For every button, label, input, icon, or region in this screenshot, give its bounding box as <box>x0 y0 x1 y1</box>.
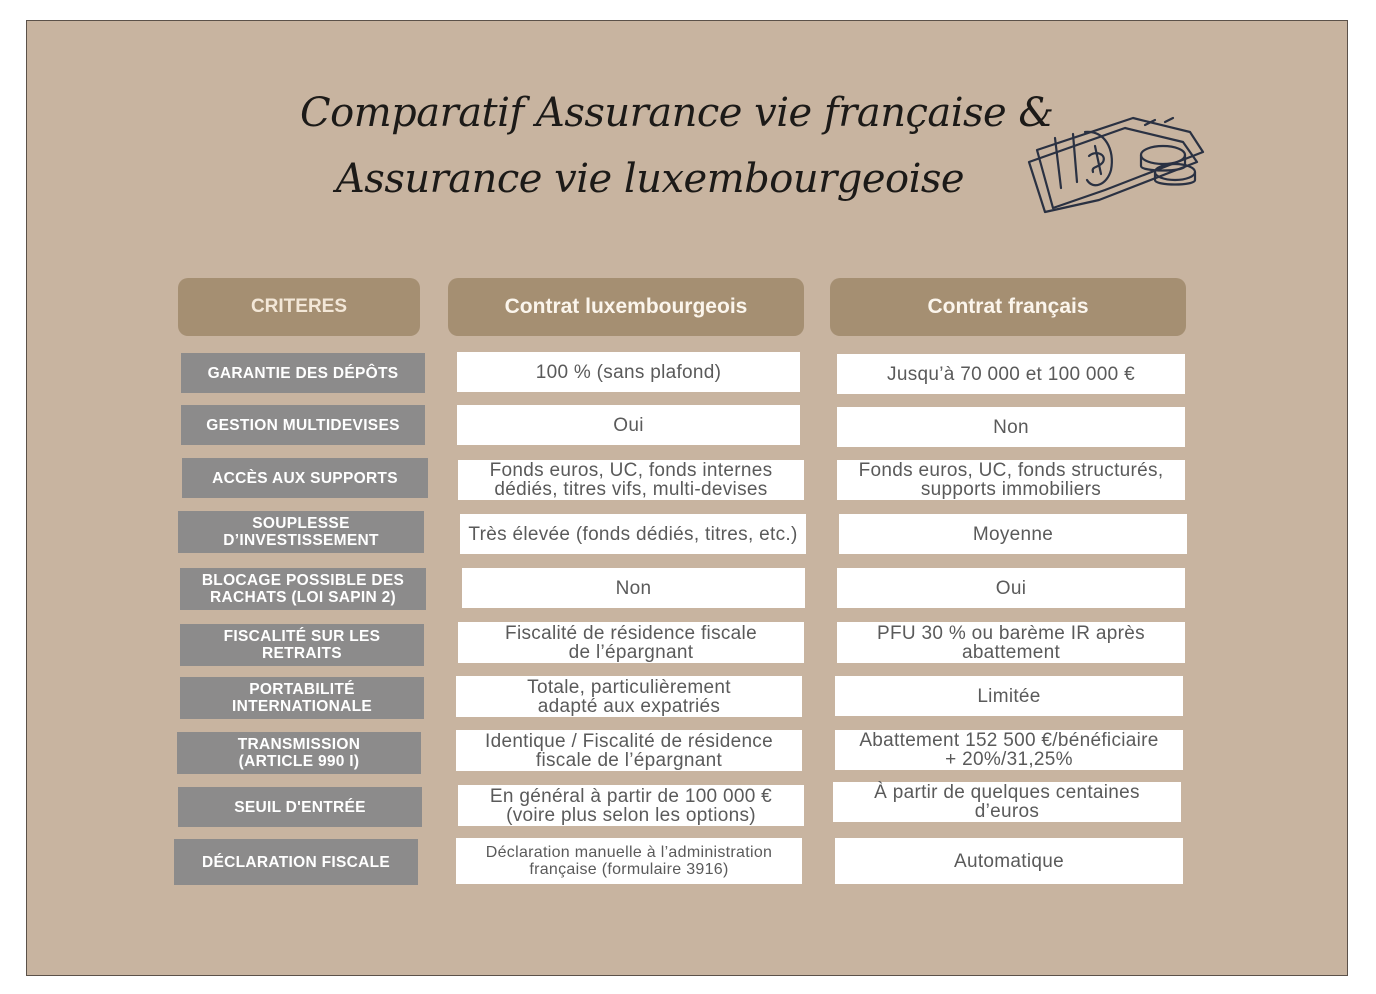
fr-seuil-entree: À partir de quelques centaines d’euros <box>833 782 1181 822</box>
money-bills-coins-icon <box>1015 110 1205 215</box>
fr-blocage-rachats: Oui <box>837 568 1185 608</box>
lux-acces-supports: Fonds euros, UC, fonds internes dédiés, titres vifs, multi-devises <box>458 460 804 500</box>
fr-transmission: Abattement 152 500 €/bénéficiaire + 20%/31,25% <box>835 730 1183 770</box>
criterion-blocage-rachats: BLOCAGE POSSIBLE DES RACHATS (LOI SAPIN 2) <box>180 568 426 610</box>
fr-declaration-fiscale: Automatique <box>835 838 1183 884</box>
lux-fiscalite-retraits: Fiscalité de résidence fiscale de l’épargnant <box>458 622 804 663</box>
lux-transmission: Identique / Fiscalité de résidence fiscale de l’épargnant <box>456 730 802 771</box>
fr-fiscalite-retraits: PFU 30 % ou barème IR après abattement <box>837 622 1185 663</box>
lux-blocage-rachats: Non <box>462 568 805 608</box>
criterion-gestion-multidevises: GESTION MULTIDEVISES <box>181 405 425 445</box>
header-criteria: CRITERES <box>178 278 420 336</box>
fr-portabilite: Limitée <box>835 676 1183 716</box>
header-lux-contract: Contrat luxembourgeois <box>448 278 804 336</box>
fr-souplesse: Moyenne <box>839 514 1187 554</box>
title-line-2: Assurance vie luxembourgeoise <box>335 156 965 202</box>
criterion-portabilite: PORTABILITÉ INTERNATIONALE <box>180 677 424 719</box>
criterion-acces-supports: ACCÈS AUX SUPPORTS <box>182 458 428 498</box>
criterion-declaration-fiscale: DÉCLARATION FISCALE <box>174 839 418 885</box>
title-line-1: Comparatif Assurance vie française & <box>300 90 1054 136</box>
criterion-seuil-entree: SEUIL D'ENTRÉE <box>178 787 422 827</box>
fr-acces-supports: Fonds euros, UC, fonds structurés, supports immobiliers <box>837 460 1185 500</box>
page-title <box>300 80 1054 212</box>
criterion-fiscalite-retraits: FISCALITÉ SUR LES RETRAITS <box>180 624 424 666</box>
criterion-garantie-depots: GARANTIE DES DÉPÔTS <box>181 353 425 393</box>
criterion-souplesse: SOUPLESSE D’INVESTISSEMENT <box>178 511 424 553</box>
lux-seuil-entree: En général à partir de 100 000 € (voire plus selon les options) <box>458 785 804 826</box>
lux-declaration-fiscale: Déclaration manuelle à l’administration française (formulaire 3916) <box>456 838 802 884</box>
lux-portabilite: Totale, particulièrement adapté aux expatriés <box>456 676 802 717</box>
lux-souplesse: Très élevée (fonds dédiés, titres, etc.) <box>460 514 806 554</box>
fr-garantie-depots: Jusqu’à 70 000 et 100 000 € <box>837 354 1185 394</box>
lux-garantie-depots: 100 % (sans plafond) <box>457 352 800 392</box>
criterion-transmission: TRANSMISSION (ARTICLE 990 I) <box>177 732 421 774</box>
header-fr-contract: Contrat français <box>830 278 1186 336</box>
lux-gestion-multidevises: Oui <box>457 405 800 445</box>
fr-gestion-multidevises: Non <box>837 407 1185 447</box>
